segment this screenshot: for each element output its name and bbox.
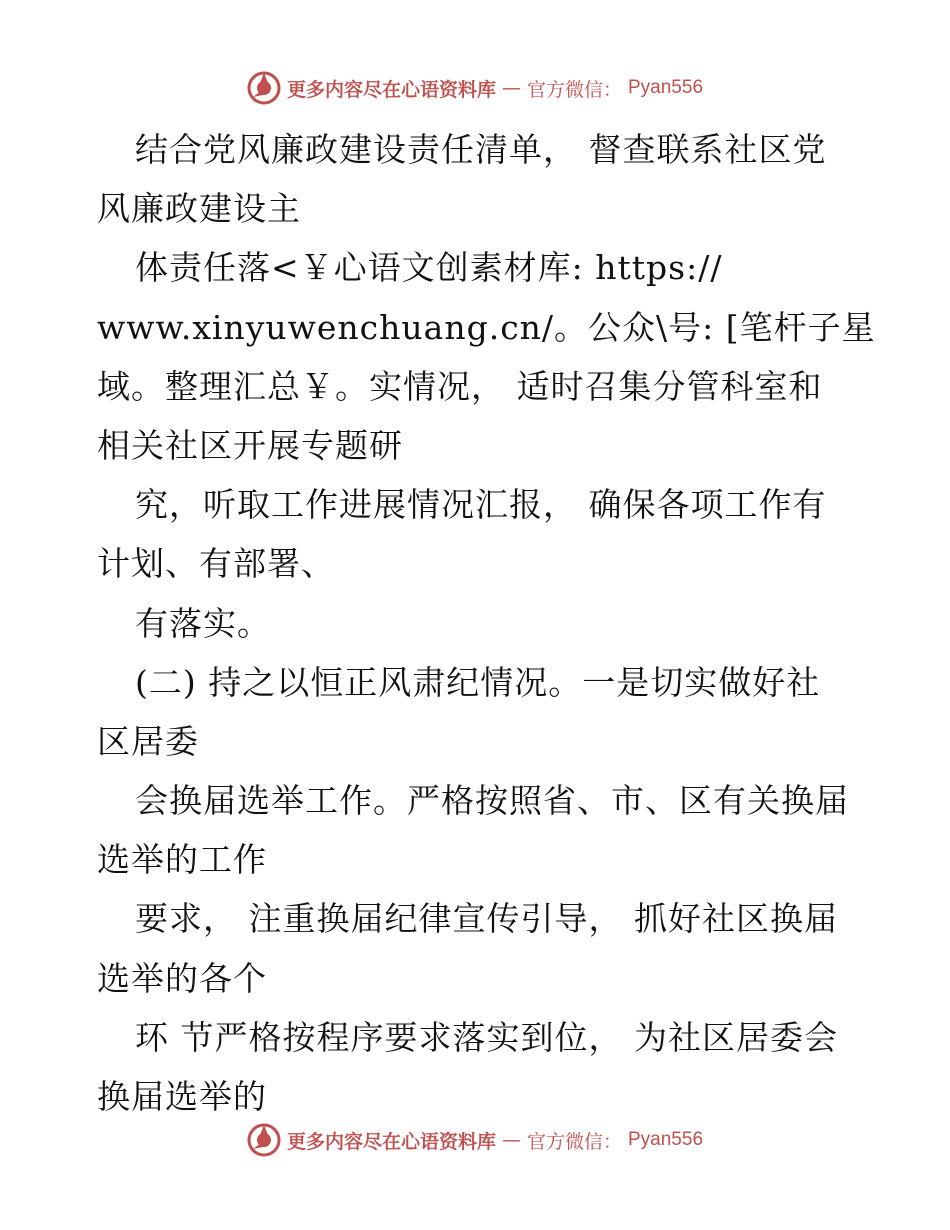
- body-line: www.xinyuwenchuang.cn/。公众\号: [笔杆子星: [97, 307, 876, 347]
- banner-wechat-id: Pyan556: [628, 1129, 704, 1150]
- banner-wechat-label: 官方微信：: [526, 78, 622, 101]
- body-line: 选举的各个: [97, 958, 267, 998]
- brand-logo-icon: [247, 1123, 281, 1157]
- banner-wechat-id: Pyan556: [628, 77, 704, 98]
- header-banner: [0, 68, 950, 108]
- body-line: 有落实。: [135, 603, 271, 643]
- banner-main-text: 更多内容尽在心语资料库: [286, 78, 496, 101]
- body-line: 计划、有部署、: [97, 544, 335, 584]
- body-line: 换届选举的: [97, 1077, 267, 1116]
- body-line: 区居委: [97, 721, 199, 761]
- body-line: 风廉政建设主: [97, 189, 301, 229]
- banner-dash: —: [501, 1129, 521, 1151]
- banner-main-text: 更多内容尽在心语资料库: [286, 1130, 496, 1153]
- body-line: 要求， 注重换届纪律宣传引导， 抓好社区换届: [135, 899, 838, 939]
- banner-dash: —: [501, 77, 521, 99]
- body-line: 体责任落<￥心语文创素材库: https://: [135, 248, 723, 288]
- banner-wechat-label: 官方微信：: [526, 1130, 622, 1153]
- body-line: 环 节严格按程序要求落实到位， 为社区居委会: [135, 1017, 838, 1057]
- body-line: 相关社区开展专题研: [97, 425, 403, 465]
- body-line: 会换届选举工作。严格按照省、市、区有关换届: [135, 781, 849, 821]
- document-body: [97, 120, 876, 1126]
- body-line: 选举的工作: [97, 840, 267, 880]
- footer-banner: [0, 1120, 950, 1160]
- body-line: (二) 持之以恒正风肃纪情况。一是切实做好社: [135, 662, 821, 702]
- body-line: 究，听取工作进展情况汇报， 确保各项工作有: [135, 485, 827, 525]
- body-line: 域。整理汇总￥。实情况， 适时召集分管科室和: [97, 366, 823, 406]
- body-line: 结合党风廉政建设责任清单， 督查联系社区党: [135, 130, 827, 169]
- brand-logo-icon: [247, 71, 281, 105]
